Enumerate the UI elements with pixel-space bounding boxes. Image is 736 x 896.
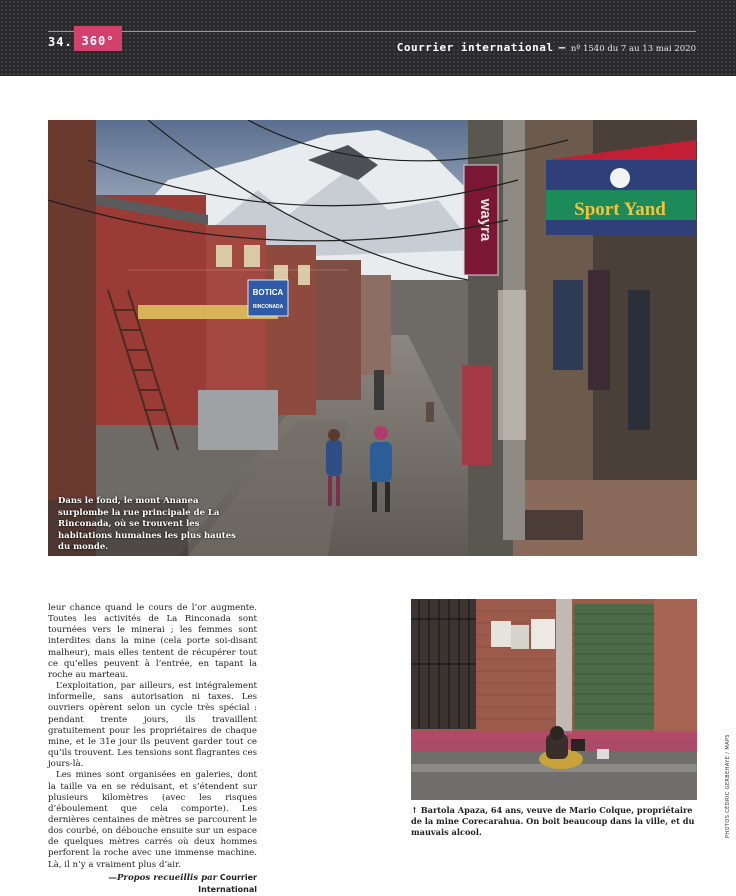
issue-info: nº 1540 du 7 au 13 mai 2020: [570, 44, 696, 54]
article-column: [48, 603, 257, 896]
street-scene-illustration: [48, 120, 697, 556]
sport-sign: Sport Yand: [574, 199, 666, 220]
page-header: [0, 0, 736, 76]
main-photo-caption: Dans le fond, le mont Ananea surplombe la rue principale de La Rinconada, où se trouvent les habitations humaines les plus hautes du monde.: [58, 496, 236, 552]
botica-sign-line2: RINCONADA: [252, 304, 284, 310]
storefront-illustration: [411, 599, 697, 800]
photo-credit: PHOTOS CÉDRIC GERBEHAYE / MAPS: [725, 734, 731, 838]
credit-brand: Courrier International: [198, 872, 257, 894]
second-photo-caption: [411, 805, 697, 839]
article-paragraph-1: leur chance quand le cours de l’or augmente. Toutes les activités de La Rinconada sont tournées vers le minerai ; les femmes sont interdites dans la mine (cela porte soi-disant malheur), mais elles tentent de récupérer tout ce qu’elles peuvent à l’entrée, en tapant la roche au marteau.: [48, 603, 257, 680]
publication-separator: —: [558, 41, 566, 54]
publication-name: Courrier international: [396, 41, 554, 54]
botica-sign-line1: BOTICA: [252, 288, 284, 297]
section-badge: 360°: [74, 26, 122, 51]
main-photo: [48, 120, 697, 556]
credit-italic: Propos recueillis par: [116, 872, 218, 883]
publication-line: [397, 36, 696, 55]
second-caption-text: Bartola Apaza, 64 ans, veuve de Mario Colque, propriétaire de la mine Corecarahua. On boit beaucoup dans la ville, et du mauvais alcool.: [411, 805, 695, 838]
interview-credit: [48, 872, 257, 896]
second-photo: [411, 599, 697, 800]
page-number: 34.: [48, 35, 73, 49]
header-rule: [48, 31, 696, 32]
wayra-sign: wayra: [477, 198, 494, 242]
article-paragraph-3: Les mines sont organisées en galeries, dont la taille va en se réduisant, et s’étendent sur plusieurs kilomètres (avec les risques d’éboulement que cela comporte). Les dernières centaines de mètres se parcourent le dos courbé, on débouche ensuite sur un espace de quelques mètres carrés où deux hommes perforent la roche avec une immense machine. Là, il n’y a vraiment plus d’air.: [48, 770, 257, 870]
up-arrow-icon: ↑: [411, 805, 418, 815]
credit-dash: —: [108, 872, 117, 883]
article-paragraph-2: L’exploitation, par ailleurs, est intégralement informelle, sans autorisation ni taxes. Les ouvriers opèrent selon un cycle très spécial : pendant trente jours, ils travaillent gratuitement pour les propriétaires de chaque mine, et le 31e jour ils peuvent garder tout ce qu’ils trouvent. Les tensions sont flagrantes ces jours-là.: [48, 681, 257, 770]
